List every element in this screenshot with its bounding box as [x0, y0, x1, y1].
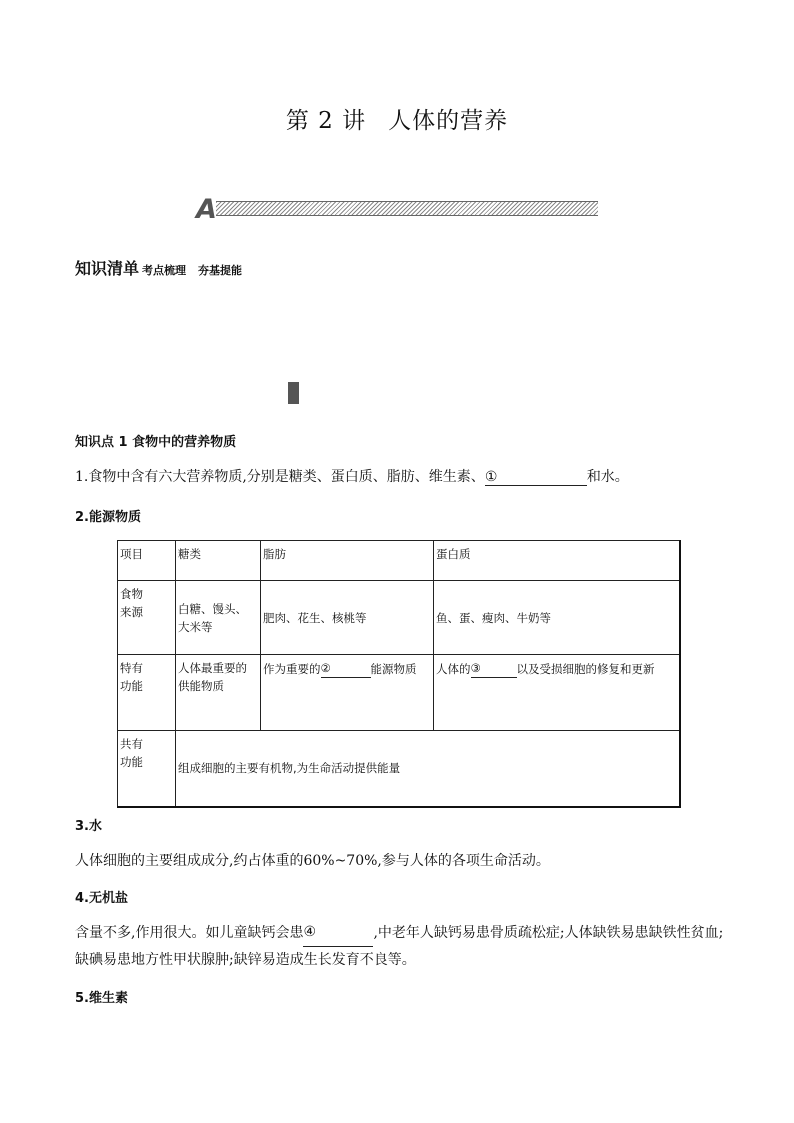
row-label-special-b: 功能 — [120, 679, 143, 693]
table-header-row — [118, 541, 680, 581]
special-protein-post: 以及受损细胞的修复和更新 — [516, 662, 655, 676]
special-fat-pre: 作为重要的 — [263, 662, 321, 676]
special-fat — [261, 655, 434, 731]
lesson-topic: 人体的营养 — [388, 108, 509, 134]
header-protein: 蛋白质 — [434, 541, 680, 581]
row-label-common-b: 功能 — [120, 755, 143, 769]
source-sugar: 白糖、馒头、大米等 — [176, 581, 261, 655]
table-row-common — [118, 731, 680, 807]
section-subtitle-2: 夯基提能 — [198, 264, 243, 277]
special-fat-post: 能源物质 — [370, 662, 417, 676]
special-sugar: 人体最重要的供能物质 — [176, 655, 261, 731]
section-marker — [288, 382, 299, 404]
energy-nutrients-table — [117, 540, 681, 808]
item-2-heading: 2.能源物质 — [75, 510, 141, 525]
item-4-heading: 4.无机盐 — [75, 891, 128, 906]
row-label-common — [118, 731, 176, 807]
table-row-special — [118, 655, 680, 731]
item-3-text: 人体细胞的主要组成成分,约占体重的60%~70%,参与人体的各项生命活动。 — [75, 853, 550, 869]
item-3-heading: 3.水 — [75, 819, 102, 834]
row-label-special-a: 特有 — [120, 661, 143, 675]
common-function: 组成细胞的主要有机物,为生命活动提供能量 — [176, 731, 680, 807]
item-1-text: 1.食物中含有六大营养物质,分别是糖类、蛋白质、脂肪、维生素、 — [75, 469, 485, 485]
knowledge-point-heading: 知识点 1 食物中的营养物质 — [75, 435, 237, 450]
lesson-number: 第 2 讲 — [285, 108, 367, 134]
section-main-title: 知识清单 — [75, 259, 140, 278]
source-protein: 鱼、蛋、瘦肉、牛奶等 — [434, 581, 680, 655]
special-protein — [434, 655, 680, 731]
item-4-pre: 含量不多,作用很大。如儿童缺钙会患 — [75, 925, 304, 941]
row-label-source-a: 食物 — [120, 587, 143, 601]
blank-1[interactable] — [485, 469, 587, 486]
source-fat: 肥肉、花生、核桃等 — [261, 581, 434, 655]
blank-3[interactable] — [471, 659, 517, 678]
table-row-source — [118, 581, 680, 655]
blank-2-label: ② — [320, 661, 331, 675]
item-1-tail: 和水。 — [586, 469, 629, 485]
banner-stripe — [216, 201, 598, 216]
header-fat: 脂肪 — [261, 541, 434, 581]
row-label-special — [118, 655, 176, 731]
item-4-text — [75, 919, 725, 974]
section-heading — [75, 256, 242, 279]
row-label-source-b: 来源 — [120, 605, 143, 619]
special-protein-pre: 人体的 — [436, 662, 471, 676]
item-4-post: ,中老年人缺钙易患骨质疏松症;人体缺铁易患缺铁性贫血;缺碘易患地方性甲状腺肿;缺锌易造成生长发育不良等。 — [75, 925, 724, 968]
banner-letter: A — [196, 194, 217, 225]
row-label-source — [118, 581, 176, 655]
row-label-common-a: 共有 — [120, 737, 143, 751]
blank-4[interactable] — [303, 919, 373, 947]
section-banner — [196, 194, 600, 225]
blank-2[interactable] — [321, 659, 371, 678]
item-5-heading: 5.维生素 — [75, 991, 128, 1006]
item-1 — [75, 466, 629, 486]
blank-3-label: ③ — [470, 661, 481, 675]
header-sugar: 糖类 — [176, 541, 261, 581]
section-subtitle-1: 考点梳理 — [142, 264, 187, 277]
blank-1-label: ① — [484, 469, 498, 485]
page-title — [0, 102, 794, 135]
blank-4-label: ④ — [303, 924, 317, 940]
header-item: 项目 — [118, 541, 176, 581]
